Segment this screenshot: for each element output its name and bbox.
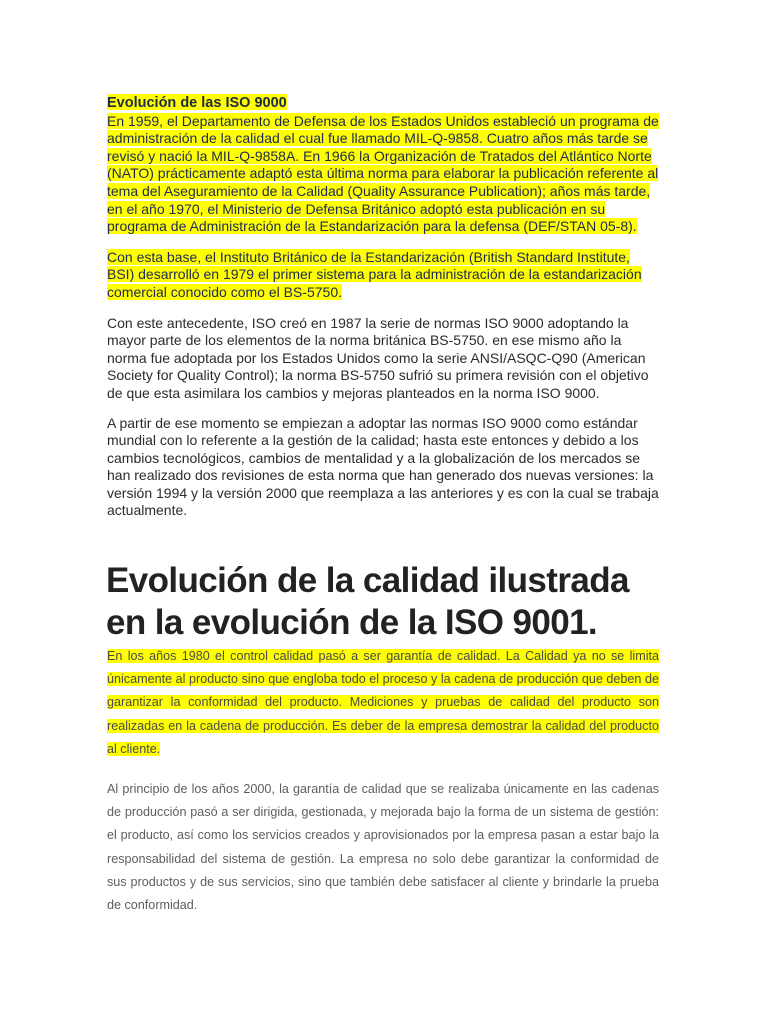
section-heading: Evolución de las ISO 9000 (107, 95, 287, 111)
paragraph-3: Con este antecedente, ISO creó en 1987 la serie de normas ISO 9000 adoptando la mayor parte de los elementos de la norma británica BS-5750. en ese mismo año la norma fue adoptada por los Estados Unidos como la serie ANSI/ASQC-Q90 (American Society for Quality Control); la norma BS-5750 sufrió su primera revisión con el objetivo de que esta asimilara los cambios y mejoras planteados en la norma ISO 9000. (107, 314, 649, 401)
highlighted-text-1 (107, 94, 659, 234)
highlighted-paragraph-1 (107, 94, 659, 236)
paragraph-2-text: Con esta base, el Instituto Británico de la Estandarización (British Standard Institute, BSI) desarrolló en 1979 el primer sistema para la administración de la estandarización comercial conocido como el BS-5750. (107, 248, 642, 300)
paragraph-5-text: En los años 1980 el control calidad pasó a ser garantía de calidad. La Calidad ya no se limita únicamente al producto sino que engloba todo el proceso y la cadena de producción que deben de garantizar la conformidad del producto. Mediciones y pruebas de calidad del producto son realizadas en la cadena de producción. Es deber de la empresa demostrar la calidad del producto al cliente. (107, 649, 659, 756)
iso-9000-section (107, 94, 659, 532)
highlighted-paragraph-3 (107, 645, 659, 761)
page-title: Evolución de la calidad ilustrada en la evolución de la ISO 9001. (106, 561, 629, 642)
iso-9001-section (107, 645, 659, 917)
paragraph-4: A partir de ese momento se empiezan a adoptar las normas ISO 9000 como estándar mundial con lo referente a la gestión de la calidad; hasta este entonces y debido a los cambios tecnológicos, cambios de mentalidad y a la globalización de los mercados se han realizado dos revisiones de esta norma que han generado dos nuevas versiones: la versión 1994 y la versión 2000 que reemplaza a las anteriores y es con la cual se trabaja actualmente. (107, 414, 659, 519)
paragraph-1-text: En 1959, el Departamento de Defensa de los Estados Unidos estableció un programa de administración de la calidad el cual fue llamado MIL-Q-9858. Cuatro años más tarde se revisó y nació la MIL-Q-9858A. En 1966 la Organización de Tratados del Atlántico Norte (NATO) prácticamente adaptó esta última norma para elaborar la publicación referente al tema del Aseguramiento de la Calidad (Quality Assurance Publication); años más tarde, en el año 1970, el Ministerio de Defensa Británico adoptó esta publicación en su programa de Administración de la Estandarización para la defensa (DEF/STAN 05-8). (107, 112, 659, 235)
paragraph-6: Al principio de los años 2000, la garantía de calidad que se realizaba únicamente en las cadenas de producción pasó a ser dirigida, gestionada, y mejorada bajo la forma de un sistema de gestión: el producto, así como los servicios creados y aprovisionados por la empresa pasan a estar bajo la responsabilidad del sistema de gestión. La empresa no solo debe garantizar la conformidad de sus productos y de sus servicios, sino que también debe satisfacer al cliente y brindarle la prueba de conformidad. (107, 782, 659, 913)
highlighted-paragraph-2 (107, 249, 659, 302)
